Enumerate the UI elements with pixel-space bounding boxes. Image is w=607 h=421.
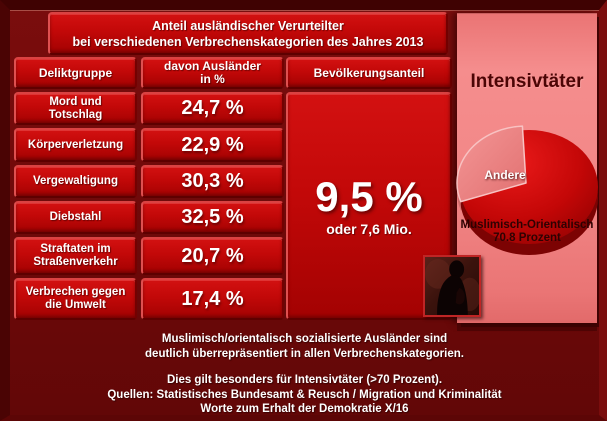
column-header-bevoelkerungsanteil (286, 57, 452, 89)
person-silhouette-icon (425, 257, 479, 315)
row-label: Verbrechen gegen die Umwelt (25, 286, 126, 311)
table-row-value-mord (141, 92, 284, 125)
pie-label-muslimisch-line1: Muslimisch-Orientalisch (460, 219, 594, 231)
row-label: Mord und Totschlag (48, 95, 103, 121)
table-row-label-umwelt (14, 278, 137, 320)
population-share-absolute: oder 7,6 Mio. (326, 221, 412, 237)
footer-line2: deutlich überrepräsentiert in allen Verbrechenskategorien. (145, 347, 464, 360)
chart-title (48, 12, 448, 55)
row-value: 22,9 % (181, 133, 244, 156)
table-row-value-diebstahl (141, 201, 284, 234)
row-value: 32,5 % (181, 206, 244, 228)
row-label: Diebstahl (49, 211, 102, 223)
chart-title-line1: Anteil ausländischer Verurteilter (152, 18, 344, 33)
intensivtaeter-title: Intensivtäter (470, 71, 584, 92)
column-header-bevoelkerungsanteil-label: Bevölkerungsanteil (313, 65, 425, 80)
column-header-davon-auslaender-line2: in % (200, 72, 225, 86)
table-row-label-vergewaltigung (14, 165, 137, 198)
table-row-value-umwelt (141, 278, 284, 320)
row-value: 30,3 % (181, 170, 244, 192)
silhouette-photo (423, 255, 481, 317)
column-header-davon-auslaender (141, 57, 284, 89)
footer-line5: Worte zum Erhalt der Demokratie X/16 (200, 403, 409, 415)
table-row-label-mord (14, 92, 137, 125)
column-header-deliktgruppe (14, 57, 137, 89)
table-row-label-koerperverletzung (14, 128, 137, 162)
footer-text (10, 332, 599, 417)
column-header-deliktgruppe-label: Deliktgruppe (38, 65, 113, 80)
table-row-label-diebstahl (14, 201, 137, 234)
footer-line1: Muslimisch/orientalisch sozialisierte Ausländer sind (161, 333, 448, 345)
infographic-background (10, 10, 599, 415)
row-value: 24,7 % (181, 97, 244, 119)
chart-title-line2: bei verschiedenen Verbrechenskategorien des Jahres 2013 (72, 34, 424, 49)
column-header-davon-auslaender-line1: davon Ausländer (164, 59, 261, 73)
table-row-value-strassenverkehr (141, 237, 284, 275)
table-row-value-koerperverletzung (141, 128, 284, 162)
footer-line4: Quellen: Statistisches Bundesamt & Reusch / Migration und Kriminalität (107, 388, 502, 401)
pie-label-muslimisch-line2: 70.8 Prozent (493, 232, 561, 244)
table-row-value-vergewaltigung (141, 165, 284, 198)
population-share-value: 9,5 % (315, 173, 423, 220)
pie-label-andere: Andere (484, 168, 526, 182)
row-label: Körperverletzung (27, 138, 124, 151)
table-row-label-strassenverkehr (14, 237, 137, 275)
row-value: 17,4 % (181, 287, 244, 310)
row-label: Vergewaltigung (33, 175, 118, 187)
row-label: Straftaten im Straßenverkehr (33, 243, 118, 268)
footer-line3: Dies gilt besonders für Intensivtäter (>70 Prozent). (166, 374, 443, 386)
pie-label-muslimisch-orientalisch (457, 219, 597, 245)
row-value: 20,7 % (181, 244, 244, 267)
